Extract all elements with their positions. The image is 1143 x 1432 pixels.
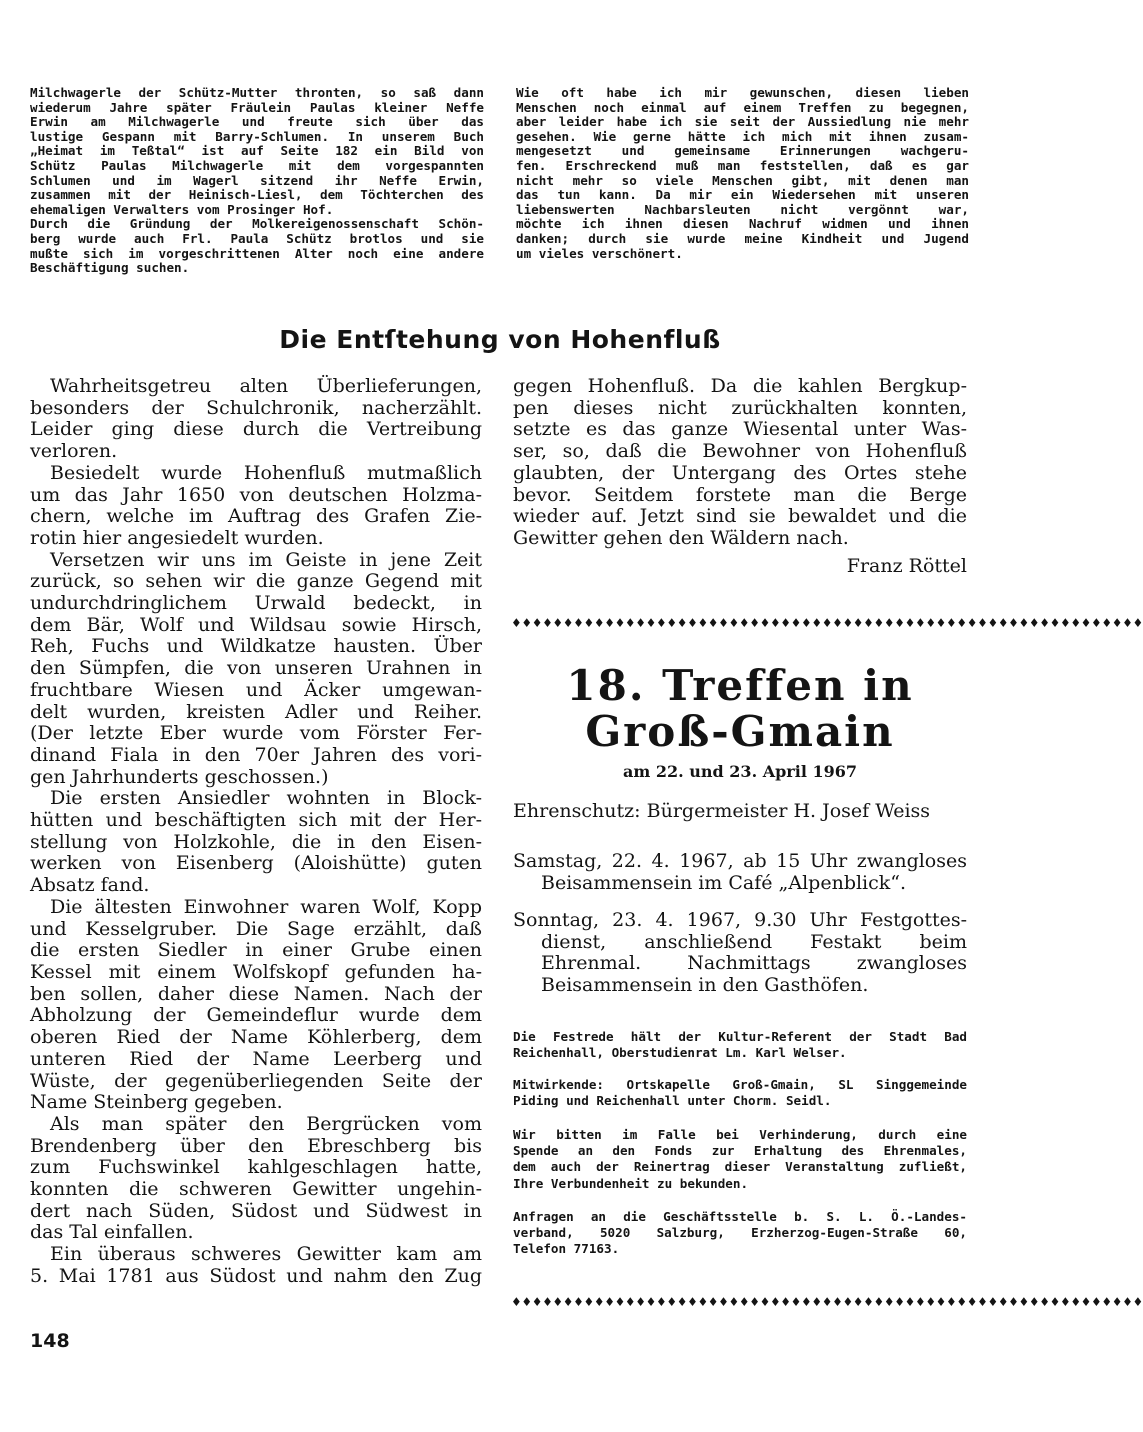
text-line: Spende an den Fonds zur Erhaltung des Ehrenmales, (513, 1143, 967, 1159)
inquiries-note (513, 1209, 967, 1258)
text-line: den Sümpfen, die von unseren Urahnen in (30, 657, 482, 680)
event-title-line2: Groß-Gmain (585, 707, 895, 756)
article-column-left (30, 376, 482, 1288)
donation-note (513, 1127, 967, 1192)
text-line: Reichenhall, Oberstudienrat Lm. Karl Welser. (513, 1045, 847, 1061)
text-line: Kessel mit einem Wolfskopf gefunden ha- (30, 960, 482, 983)
text-line: ben sollen, daher diese Namen. Nach der (30, 982, 482, 1005)
text-line: Wahrheitsgetreu alten Überlieferungen, (50, 375, 482, 397)
text-line: um das Jahr 1650 von deutschen Holzma- (30, 483, 482, 506)
text-line: delt wurden, kreisten Adler und Reiher. (30, 700, 482, 723)
event-date: am 22. und 23. April 1967 (623, 762, 857, 781)
text-line: lustige Gespann mit Barry-Schlumen. In unserem Buch (30, 128, 484, 144)
article-column-right (513, 376, 967, 550)
text-line: Abholzung der Gemeindeflur wurde dem (30, 1004, 482, 1027)
text-line: dert nach Süden, Südost und Südwest in (30, 1199, 482, 1222)
text-line: setzte es das ganze Wiesental unter Was- (513, 418, 967, 441)
text-line: wiederum Jahre später Fräulein Paulas kleiner Neffe (30, 99, 484, 115)
text-line: wieder auf. Jetzt sind sie bewaldet und die (513, 505, 967, 528)
text-line: rotin hier angesiedelt wurden. (30, 526, 324, 549)
text-line: liebenswerten Nachbarsleuten nicht vergönnt war, (516, 201, 969, 217)
page-number: 148 (30, 1330, 70, 1352)
text-line: fen. Erschreckend muß man feststellen, daß es gar (516, 157, 969, 173)
text-line: Die ältesten Einwohner waren Wolf, Kopp (50, 895, 482, 918)
text-line: pen dieses nicht zurückhalten konnten, (513, 396, 967, 419)
event-sunday (513, 910, 967, 996)
text-line: die ersten Siedler in einer Grube einen (30, 939, 482, 962)
text-line: undurchdringlichem Urwald bedeckt, in (30, 592, 482, 615)
text-line: nicht mehr so viele Menschen gibt, mit denen man (516, 172, 969, 188)
text-line: oberen Ried der Name Köhlerberg, dem (30, 1026, 482, 1049)
text-line: mengesetzt und gemeinsame Erinnerungen wachgeru- (516, 143, 969, 159)
text-line: Absatz fand. (30, 874, 150, 897)
text-line: Die Festrede hält der Kultur-Referent der Stadt Bad (513, 1029, 967, 1044)
text-line: Beisammensein im Café „Alpenblick“. (541, 871, 907, 894)
event-title-line1: 18. Treffen in (566, 661, 914, 710)
text-line: Durch die Gründung der Molkereigenossenschaft Schön- (30, 216, 484, 232)
text-line: werken von Eisenberg (Aloishütte) guten (30, 852, 482, 875)
text-line: verloren. (30, 440, 118, 463)
text-line: Gewitter gehen den Wäldern nach. (513, 526, 849, 549)
text-line: gesehen. Wie gerne hätte ich mich mit ihnen zusam- (516, 128, 969, 144)
text-line: Beisammensein in den Gasthöfen. (541, 973, 869, 996)
event-patronage (513, 801, 967, 823)
text-line: Wir bitten im Falle bei Verhinderung, durch eine (513, 1127, 967, 1142)
text-line: Sonntag, 23. 4. 1967, 9.30 Uhr Festgottes- (513, 909, 967, 931)
text-line: hütten und beschäftigten sich mit der Her- (30, 809, 482, 832)
text-line: Besiedelt wurde Hohenfluß mutmaßlich (50, 461, 482, 484)
text-line: Milchwagerle der Schütz-Mutter thronten, so saß dann (30, 85, 484, 100)
text-line: dienst, anschließend Festakt beim (541, 930, 967, 953)
article-title: Die Entſtehung von Hohenfluß (279, 325, 721, 354)
text-line: (Der letzte Eber wurde vom Förster Fer- (30, 722, 482, 745)
text-line: unteren Ried der Name Leerberg und (30, 1047, 482, 1070)
text-line: um vieles verschönert. (516, 245, 683, 261)
text-line: ser, so, daß die Bewohner von Hohenfluß (513, 440, 967, 463)
diamond-divider: ♦♦♦♦♦♦♦♦♦♦♦♦♦♦♦♦♦♦♦♦♦♦♦♦♦♦♦♦♦♦♦♦♦♦♦♦♦♦♦♦♦♦♦♦♦♦♦♦♦♦♦♦♦♦♦♦♦♦♦♦♦ (511, 1295, 1143, 1309)
text-line: zurück, so sehen wir die ganze Gegend mit (30, 570, 482, 593)
text-line: Reh, Fuchs und Wildkatze hausten. Über (30, 635, 482, 658)
text-line: Schütz Paulas Milchwagerle mit dem vorgespannten (30, 157, 484, 173)
text-line: Samstag, 22. 4. 1967, ab 15 Uhr zwangloses (513, 850, 967, 872)
text-line: Name Steinberg gegeben. (30, 1091, 283, 1114)
text-line: zum Fuchswinkel kahlgeschlagen hatte, (30, 1156, 482, 1179)
text-line: das tun kann. Da mir ein Wiedersehen mit unseren (516, 187, 969, 203)
text-line: mußte sich im vorgeschrittenen Alter noch eine andere (30, 245, 484, 261)
text-line: besonders der Schulchronik, nacherzählt. (30, 396, 482, 419)
text-line: Mitwirkende: Ortskapelle Groß-Gmain, SL Singgemeinde (513, 1077, 967, 1092)
text-line: möchte ich ihnen diesen Nachruf widmen und ihnen (516, 216, 969, 232)
text-line: Als man später den Bergrücken vom (50, 1112, 482, 1135)
text-line: Brendenberg über den Ebreschberg bis (30, 1134, 482, 1157)
text-line: chern, welche im Auftrag des Grafen Zie- (30, 505, 482, 528)
text-line: Ehrenschutz: Bürgermeister H. Josef Weiss (513, 800, 931, 822)
text-line: bevor. Seitdem forstete man die Berge (513, 483, 967, 506)
text-line: 5. Mai 1781 aus Südost und nahm den Zug (30, 1264, 482, 1287)
text-line: Ein überaus schweres Gewitter kam am (50, 1243, 482, 1266)
text-line: dinand Fiala in den 70er Jahren des vori- (30, 743, 482, 766)
text-line: Ihre Verbundenheit zu bekunden. (513, 1175, 749, 1191)
text-line: danken; durch sie wurde meine Kindheit und Jugend (516, 230, 969, 246)
text-line: das Tal einfallen. (30, 1221, 194, 1244)
text-line: aber leider habe ich sie seit der Aussiedlung nie mehr (516, 114, 969, 130)
text-line: Schlumen und im Wagerl sitzend ihr Neffe Erwin, (30, 172, 484, 188)
text-line: ehemaligen Verwalters vom Prosinger Hof. (30, 201, 334, 217)
text-line: Telefon 77163. (513, 1241, 620, 1257)
text-line: Leider ging diese durch die Vertreibung (30, 418, 482, 441)
text-line: dem auch der Reinertrag dieser Veranstaltung zufließt, (513, 1159, 967, 1175)
text-line: „Heimat im Teßtal“ ist auf Seite 182 ein Bild von (30, 143, 484, 159)
text-line: berg wurde auch Frl. Paula Schütz brotlos und sie (30, 230, 484, 246)
text-line: dem Bär, Wolf und Wildsau sowie Hirsch, (30, 613, 482, 636)
text-line: Ehrenmal. Nachmittags zwangloses (541, 952, 967, 974)
text-line: fruchtbare Wiesen und Äcker umgewan- (30, 678, 482, 701)
text-line: Die ersten Ansiedler wohnten in Block- (50, 787, 482, 810)
prev-article-continuation-left (30, 86, 484, 276)
text-line: gen Jahrhunderts geschossen.) (30, 765, 329, 788)
event-saturday (513, 851, 967, 894)
participants-note (513, 1077, 967, 1109)
author-signature: Franz Röttel (846, 555, 967, 577)
text-line: zusammen mit der Heinisch-Liesl, dem Töchterchen des (30, 187, 484, 203)
text-line: Menschen noch einmal auf einem Treffen zu begegnen, (516, 99, 969, 115)
text-line: Wüste, der gegenüberliegenden Seite der (30, 1069, 482, 1092)
text-line: glaubten, der Untergang des Ortes stehe (513, 461, 967, 484)
text-line: Erwin am Milchwagerle und freute sich über das (30, 114, 484, 130)
text-line: gegen Hohenfluß. Da die kahlen Bergkup- (513, 375, 967, 397)
diamond-divider: ♦♦♦♦♦♦♦♦♦♦♦♦♦♦♦♦♦♦♦♦♦♦♦♦♦♦♦♦♦♦♦♦♦♦♦♦♦♦♦♦♦♦♦♦♦♦♦♦♦♦♦♦♦♦♦♦♦♦♦♦♦ (511, 616, 1143, 630)
text-line: Wie oft habe ich mir gewunschen, diesen lieben (516, 85, 969, 100)
text-line: Beschäftigung suchen. (30, 260, 190, 276)
prev-article-continuation-right (516, 86, 969, 261)
text-line: Anfragen an die Geschäftsstelle b. S. L. Ö.-Landes- (513, 1209, 967, 1224)
text-line: verband, 5020 Salzburg, Erzherzog-Eugen-Straße 60, (513, 1225, 967, 1241)
festrede-note (513, 1029, 967, 1061)
text-line: Versetzen wir uns im Geiste in jene Zeit (50, 548, 482, 571)
text-line: und Kesselgruber. Die Sage erzählt, daß (30, 917, 482, 940)
text-line: konnten die schweren Gewitter ungehin- (30, 1178, 482, 1201)
text-line: Piding und Reichenhall unter Chorm. Seidl. (513, 1093, 832, 1109)
text-line: stellung von Holzkohle, die in den Eisen- (30, 830, 482, 853)
